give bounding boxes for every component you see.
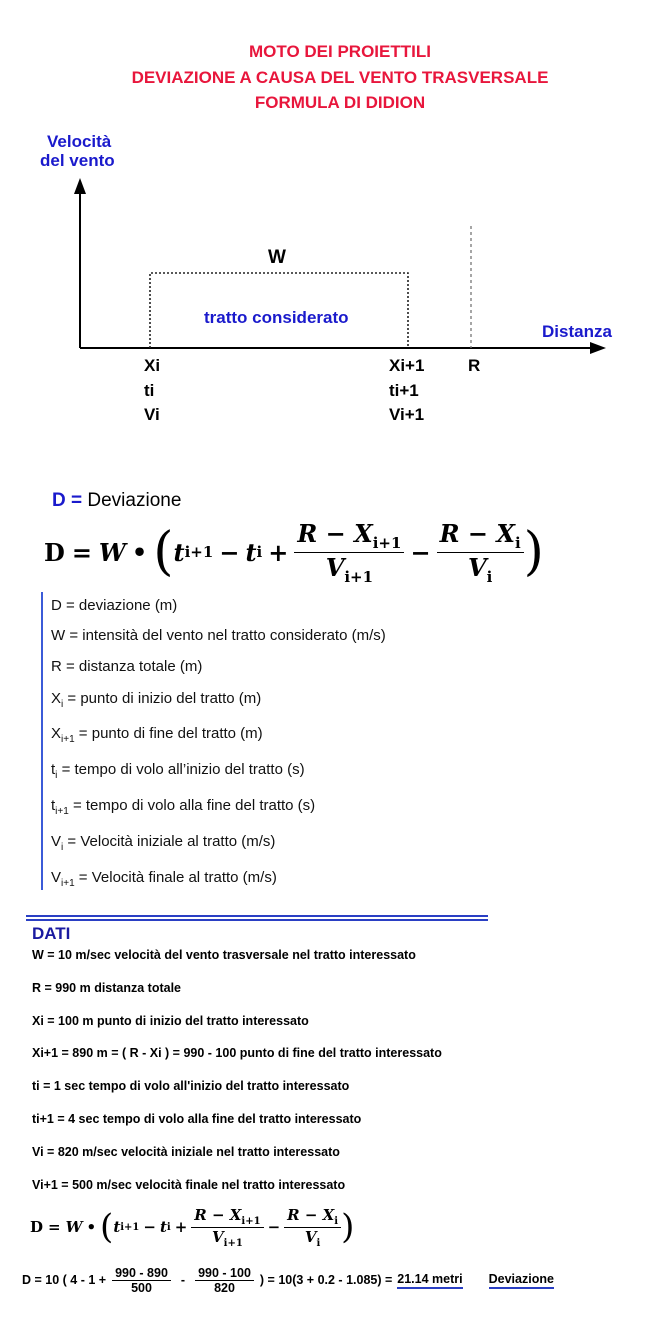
legend-sub: i (55, 770, 58, 781)
end-v-label: Vi+1 (389, 405, 425, 424)
formula-frac2-den-sub: i (486, 567, 493, 586)
title-line-1: MOTO DEI PROIETTILI (249, 42, 431, 61)
legend-sub: i (61, 699, 64, 710)
formula-frac2-num: R − X (439, 518, 515, 548)
start-t-label: ti (144, 381, 155, 400)
formula-fraction-1 (294, 519, 404, 586)
formula-minus-1: − (219, 537, 240, 567)
dati-row: Xi = 100 m punto di inizio del tratto interessato (32, 1014, 309, 1028)
formula-frac2-den: V (467, 552, 487, 582)
legend-rest: = punto di fine del tratto (m) (74, 725, 263, 742)
small-formula-frac2-den-sub: i (316, 1237, 321, 1249)
legend-sub: i+1 (61, 734, 75, 745)
calc-result: 21.14 metri (397, 1272, 462, 1289)
definition-name: Deviazione (87, 490, 182, 511)
main-formula (44, 520, 544, 584)
formula-fraction-2 (437, 519, 524, 586)
formula-frac1-den-sub: i+1 (344, 567, 374, 586)
formula-equals: = (71, 537, 92, 567)
legend-main: D = deviazione (m) (51, 597, 178, 614)
small-formula-w: W (65, 1218, 83, 1236)
calc-minus: - (180, 1273, 186, 1287)
small-formula-t1: t (113, 1218, 121, 1236)
separator-line-bottom (26, 919, 488, 921)
definition-symbol: D = (52, 490, 83, 511)
small-formula-close-paren: ) (341, 1207, 355, 1247)
formula-dot: • (131, 537, 148, 567)
legend-main: V (51, 869, 62, 886)
legend-row (51, 690, 261, 710)
separator-line-top (26, 915, 488, 917)
legend-sub: i+1 (61, 878, 75, 889)
range-label: R (468, 356, 481, 375)
legend-bar (41, 592, 43, 890)
legend-main: X (51, 690, 62, 707)
small-formula-plus: + (174, 1218, 188, 1236)
legend-row (51, 725, 263, 745)
start-x-label: Xi (144, 356, 161, 375)
calc-prefix: D = 10 ( 4 - 1 + (22, 1273, 107, 1287)
small-formula-dot: • (86, 1218, 97, 1236)
small-formula (30, 1204, 354, 1250)
legend-main: X (51, 725, 62, 742)
legend-sub: i (61, 842, 64, 853)
dati-row: ti+1 = 4 sec tempo di volo alla fine del tratto interessato (32, 1112, 362, 1126)
small-formula-minus-1: − (143, 1218, 156, 1236)
legend-main: V (51, 833, 62, 850)
legend-rest: = tempo di volo alla fine del tratto (s) (68, 797, 316, 814)
dati-row: ti = 1 sec tempo di volo all'inizio del tratto interessato (32, 1079, 350, 1093)
end-x-label: Xi+1 (389, 356, 425, 375)
small-formula-fraction-1 (191, 1206, 263, 1249)
title-line-2: DEVIAZIONE A CAUSA DEL VENTO TRASVERSALE (131, 68, 549, 87)
calc-fraction-1 (112, 1266, 171, 1295)
formula-t1: t (173, 537, 185, 567)
y-axis-label-1: Velocità (47, 132, 112, 151)
legend-row (51, 869, 277, 889)
calc-suffix: ) = 10(3 + 0.2 - 1.085) = (259, 1273, 393, 1287)
formula-w: W (98, 537, 126, 567)
x-axis-label: Distanza (542, 322, 612, 341)
legend-rest: = tempo di volo all’inizio del tratto (s) (57, 761, 305, 778)
calc-f2-den: 820 (214, 1280, 235, 1295)
formula-frac1-num-sub: i+1 (372, 533, 402, 552)
legend-sub: i+1 (55, 806, 69, 817)
small-formula-t2: t (159, 1218, 167, 1236)
legend-row (51, 627, 386, 644)
formula-close-paren: ) (523, 522, 544, 582)
legend-main: t (51, 797, 56, 814)
dati-row: Xi+1 = 890 m = ( R - Xi ) = 990 - 100 punto di fine del tratto interessato (32, 1046, 442, 1060)
small-formula-open-paren: ( (100, 1207, 114, 1247)
legend-row (51, 833, 275, 853)
legend-row (51, 658, 202, 675)
formula-frac2-num-sub: i (514, 533, 521, 552)
small-formula-frac1-num-sub: i+1 (241, 1215, 261, 1227)
calculation-line (22, 1258, 554, 1302)
wind-label: W (268, 247, 286, 268)
calc-fraction-2 (195, 1266, 254, 1295)
formula-minus-2: − (410, 537, 431, 567)
small-formula-frac1-den: V (212, 1227, 224, 1246)
formula-t2: t (245, 537, 257, 567)
formula-frac1-num: R − X (297, 518, 373, 548)
segment-label: tratto considerato (204, 308, 349, 327)
small-formula-t2-sub: i (166, 1221, 171, 1233)
end-t-label: ti+1 (389, 381, 419, 400)
formula-t1-sub: i+1 (184, 543, 214, 561)
small-formula-minus-2: − (267, 1218, 281, 1236)
dati-row: R = 990 m distanza totale (32, 981, 182, 995)
legend-row (51, 761, 305, 781)
dati-row: W = 10 m/sec velocità del vento trasversale nel tratto interessato (32, 948, 416, 962)
legend-main: W = intensità del vento nel tratto considerato (m/s) (51, 627, 386, 644)
formula-frac1-den: V (325, 552, 345, 582)
legend-row (51, 797, 315, 817)
small-formula-frac2-num: R − X (287, 1205, 335, 1224)
small-formula-lhs: D (30, 1218, 44, 1236)
wind-diagram (0, 0, 648, 460)
legend-rest: = punto di inizio del tratto (m) (63, 690, 262, 707)
small-formula-equals: = (48, 1218, 61, 1236)
formula-open-paren: ( (153, 522, 174, 582)
dati-heading: DATI (32, 924, 71, 943)
legend-row (51, 597, 177, 614)
small-formula-t1-sub: i+1 (120, 1221, 140, 1233)
definition-heading (52, 490, 181, 512)
y-axis-label-2: del vento (40, 151, 115, 170)
small-formula-frac1-num: R − X (194, 1205, 242, 1224)
title-line-3: FORMULA DI DIDION (254, 93, 426, 112)
small-formula-frac2-den: V (304, 1227, 317, 1246)
legend-rest: = Velocità iniziale al tratto (m/s) (63, 833, 276, 850)
calc-f2-num: 990 - 100 (195, 1266, 254, 1281)
legend-rest: = Velocità finale al tratto (m/s) (74, 869, 277, 886)
dati-row: Vi+1 = 500 m/sec velocità finale nel tratto interessato (32, 1178, 346, 1192)
small-formula-frac1-den-sub: i+1 (223, 1237, 243, 1249)
calc-result-label: Deviazione (489, 1272, 554, 1289)
legend-main: R = distanza totale (m) (51, 658, 203, 675)
legend-main: t (51, 761, 56, 778)
dati-row: Vi = 820 m/sec velocità iniziale nel tratto interessato (32, 1145, 340, 1159)
small-formula-frac2-num-sub: i (334, 1215, 339, 1227)
y-axis-arrow (74, 178, 86, 194)
formula-plus: + (268, 537, 289, 567)
formula-lhs: D (44, 537, 65, 567)
calc-f1-den: 500 (131, 1280, 152, 1295)
calc-f1-num: 990 - 890 (112, 1266, 171, 1281)
start-v-label: Vi (144, 405, 160, 424)
formula-t2-sub: i (256, 543, 263, 561)
small-formula-fraction-2 (284, 1206, 341, 1249)
